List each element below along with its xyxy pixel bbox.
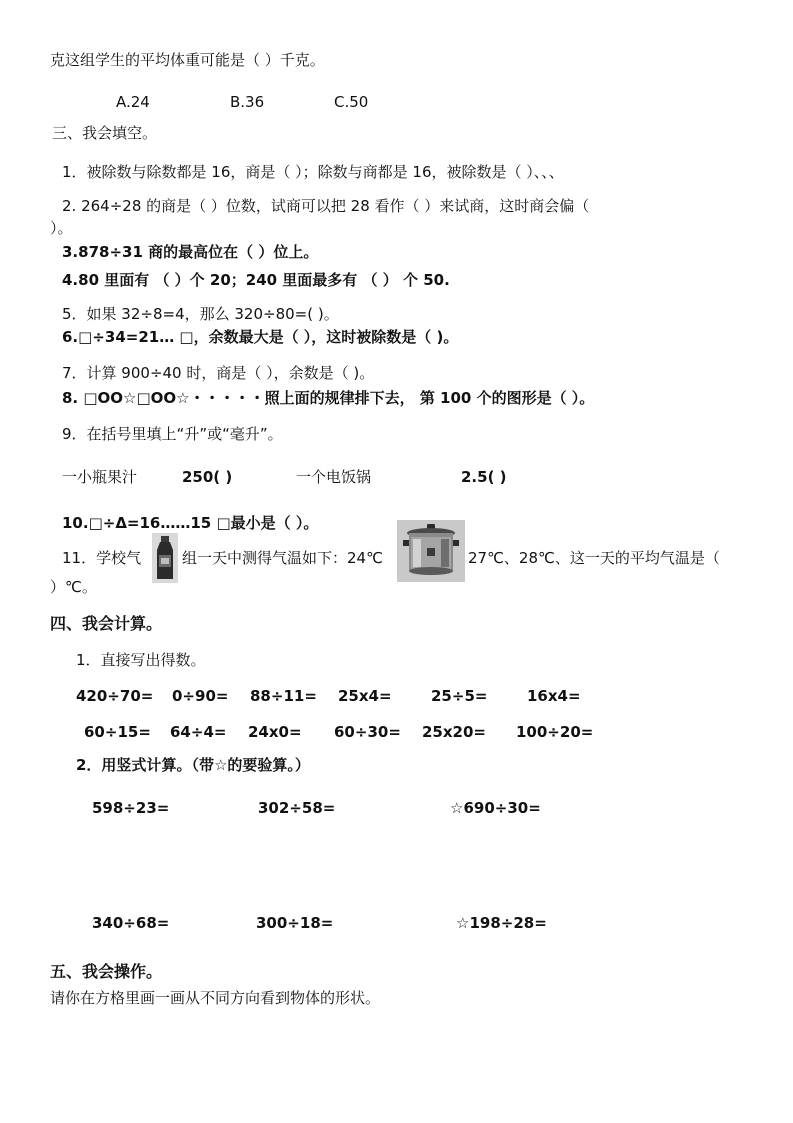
long-division-item: 300÷18= <box>256 914 334 932</box>
question-11-cont: ）℃。 <box>50 578 97 596</box>
question-2-cont: ）。 <box>50 219 73 237</box>
calc-item: 88÷11= <box>250 687 317 705</box>
question-9: 9．在括号里填上“升”或“毫升”。 <box>62 425 283 443</box>
calc-item: 25x4= <box>338 687 392 705</box>
question-5: 5．如果 32÷8=4，那么 320÷80=( )。 <box>62 305 339 323</box>
question-text: 克这组学生的平均体重可能是（ ）千克。 <box>50 51 325 69</box>
long-division-item: 340÷68= <box>92 914 170 932</box>
section-5-title: 五、我会操作。 <box>50 962 163 981</box>
question-3: 3.878÷31 商的最高位在（ ）位上。 <box>62 243 319 261</box>
question-1: 1．被除数与除数都是 16，商是（ ）；除数与商都是 16，被除数是（ ）、、、 <box>62 163 564 181</box>
question-7: 7．计算 900÷40 时，商是（ ），余数是（ )。 <box>62 364 375 382</box>
rice-cooker-image <box>397 520 465 582</box>
section-3-title: 三、我会填空。 <box>52 124 158 142</box>
calc-item: 64÷4= <box>170 723 227 741</box>
sub-question-2: 2．用竖式计算。（带☆的要验算。） <box>76 756 310 774</box>
option-c: C.50 <box>334 93 369 111</box>
long-division-item: ☆198÷28= <box>456 914 547 932</box>
q9-answer-1: 250( ) <box>182 468 233 486</box>
question-10: 10.□÷Δ=16……15 □最小是（ ）。 <box>62 514 319 532</box>
calc-item: 0÷90= <box>172 687 229 705</box>
calc-item: 420÷70= <box>76 687 154 705</box>
question-11-start: 11．学校气 <box>62 549 142 567</box>
section-5-description: 请你在方格里画一画从不同方向看到物体的形状。 <box>50 989 381 1007</box>
long-division-item: 302÷58= <box>258 799 336 817</box>
q9-item-cooker: 一个电饭锅 <box>296 468 372 486</box>
question-11-mid: 组一天中测得气温如下：24℃ <box>182 549 383 567</box>
section-4-title: 四、我会计算。 <box>50 614 163 633</box>
calc-item: 25÷5= <box>431 687 488 705</box>
calc-item: 100÷20= <box>516 723 594 741</box>
q9-item-juice: 一小瓶果汁 <box>62 468 138 486</box>
question-8: 8. □OO☆□OO☆・・・・・照上面的规律排下去， 第 100 个的图形是（ ）。 <box>62 389 595 407</box>
question-4: 4.80 里面有 （ ）个 20；240 里面最多有 （ ） 个 50. <box>62 271 450 289</box>
long-division-item: ☆690÷30= <box>450 799 541 817</box>
option-a: A.24 <box>116 93 150 111</box>
calc-item: 60÷15= <box>84 723 151 741</box>
calc-item: 16x4= <box>527 687 581 705</box>
juice-bottle-image <box>152 533 178 583</box>
calc-item: 24x0= <box>248 723 302 741</box>
long-division-item: 598÷23= <box>92 799 170 817</box>
calc-item: 60÷30= <box>334 723 401 741</box>
calc-item: 25x20= <box>422 723 486 741</box>
question-6: 6.□÷34=21… □，余数最大是（ ），这时被除数是（ )。 <box>62 328 459 346</box>
option-b: B.36 <box>230 93 265 111</box>
sub-question-1: 1．直接写出得数。 <box>76 651 206 669</box>
question-11-end: 27℃、28℃、这一天的平均气温是（ <box>468 549 720 567</box>
question-2: 2. 264÷28 的商是（ ）位数，试商可以把 28 看作（ ）来试商，这时商会偏（ <box>62 197 590 215</box>
q9-answer-2: 2.5( ) <box>461 468 507 486</box>
